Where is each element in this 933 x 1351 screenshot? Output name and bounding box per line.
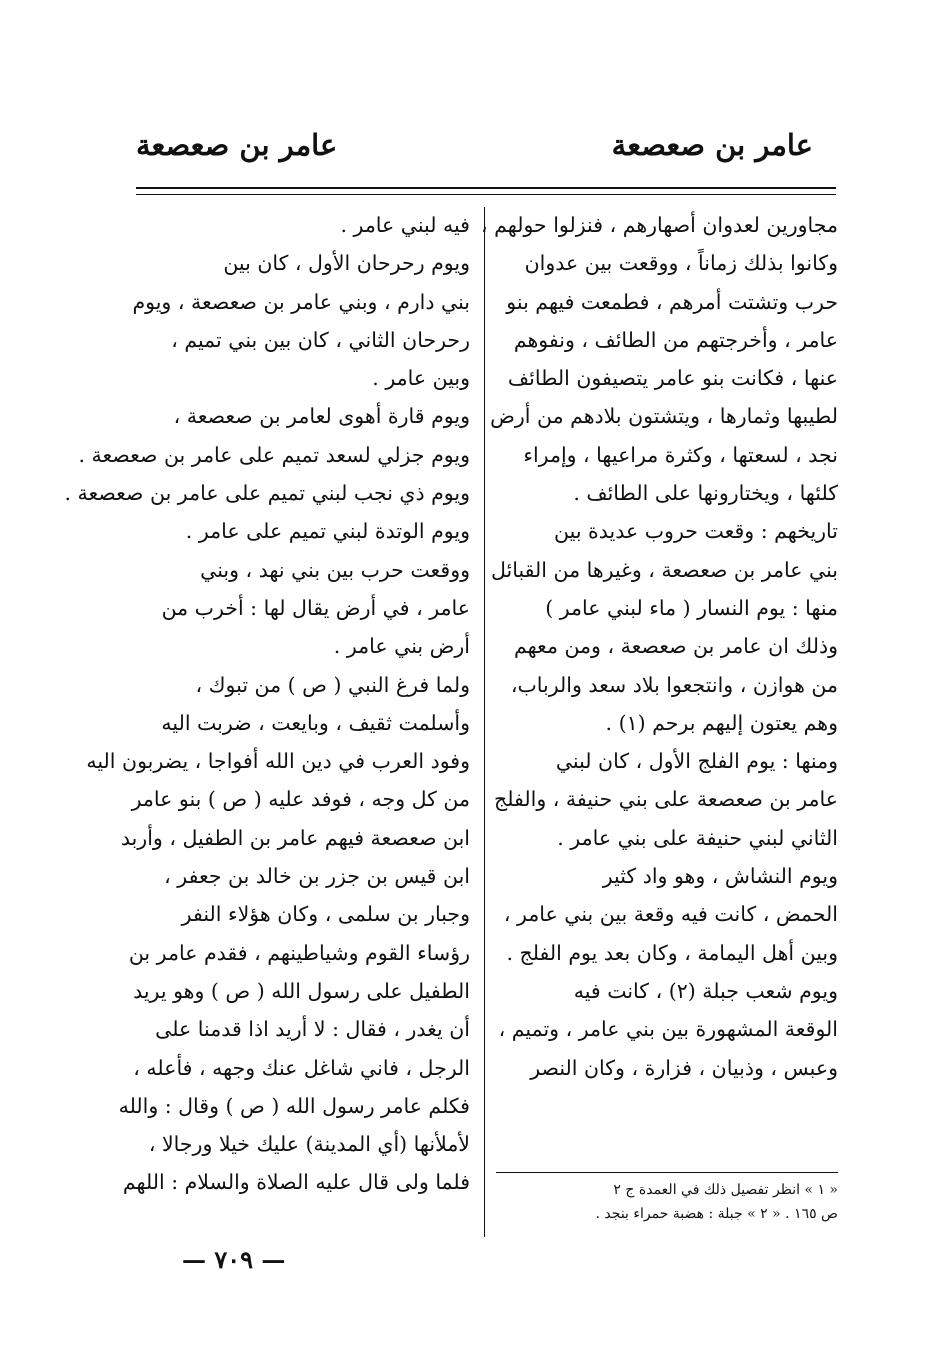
text-line: ويوم قارة أهوى لعامر بن صعصعة ، bbox=[173, 404, 470, 429]
footnotes bbox=[496, 1178, 838, 1226]
text-line: لطيبها وثمارها ، ويتشتون بلادهم من أرض bbox=[490, 404, 838, 429]
text-line: وعبس ، وذبيان ، فزارة ، وكان النصر bbox=[530, 1055, 838, 1080]
text-line: الطفيل على رسول الله ( ص ) وهو يريد bbox=[133, 978, 470, 1003]
text-line: حرب وتشتت أمرهم ، فطمعت فيهم بنو bbox=[506, 289, 838, 314]
text-line: كلئها ، ويختارونها على الطائف . bbox=[573, 481, 838, 506]
text-line: وأسلمت ثقيف ، وبايعت ، ضربت اليه bbox=[161, 710, 470, 735]
text-line: وجبار بن سلمى ، وكان هؤلاء النفر bbox=[181, 902, 470, 927]
text-line: وبين عامر . bbox=[372, 366, 470, 391]
column-divider bbox=[484, 207, 485, 1237]
text-line: الحمض ، كانت فيه وقعة بين بني عامر ، bbox=[503, 902, 838, 927]
header-rule-thick bbox=[136, 187, 836, 189]
text-line: ويوم الوتدة لبني تميم على عامر . bbox=[185, 519, 470, 544]
text-line: ولما فرغ النبي ( ص ) من تبوك ، bbox=[195, 672, 470, 697]
footnote-line: « ١ » انظر تفصيل ذلك في العمدة ج ٢ bbox=[613, 1182, 838, 1198]
left-column bbox=[64, 206, 470, 1202]
text-line: ومنها : يوم الفلج الأول ، كان لبني bbox=[555, 749, 838, 774]
page-number: — ٧٠٩ — bbox=[182, 1245, 286, 1274]
running-header-right: عامر بن صعصعة bbox=[611, 128, 813, 162]
text-line: فيه لبني عامر . bbox=[340, 213, 470, 237]
text-line: الوقعة المشهورة بين بني عامر ، وتميم ، bbox=[498, 1017, 838, 1042]
text-line: ويوم النشاش ، وهو واد كثير bbox=[602, 864, 838, 889]
text-line: منها : يوم النسار ( ماء لبني عامر ) bbox=[545, 595, 838, 620]
text-line: ويوم ذي نجب لبني تميم على عامر بن صعصعة . bbox=[64, 481, 470, 506]
text-line: عنها ، فكانت بنو عامر يتصيفون الطائف bbox=[507, 366, 838, 391]
text-line: الثاني لبني حنيفة على بني عامر . bbox=[557, 825, 838, 850]
footnote-line: ص ١٦٥ . « ٢ » جبلة : هضبة حمراء بنجد . bbox=[595, 1206, 838, 1222]
text-line: أرض بني عامر . bbox=[333, 634, 470, 659]
text-line: ويوم رحرحان الأول ، كان بين bbox=[223, 251, 470, 276]
text-line: عامر ، وأخرجتهم من الطائف ، ونفوهم bbox=[513, 327, 838, 352]
text-line: ووقعت حرب بين بني نهد ، وبني bbox=[200, 557, 470, 582]
text-line: ابن قيس بن جزر بن خالد بن جعفر ، bbox=[164, 864, 470, 889]
text-line: بني عامر بن صعصعة ، وغيرها من القبائل bbox=[491, 557, 838, 582]
text-line: أن يغدر ، فقال : لا أريد اذا قدمنا على bbox=[155, 1017, 470, 1042]
text-line: مجاورين لعدوان أصهارهم ، فنزلوا حولهم ، bbox=[480, 213, 838, 237]
text-line: وكانوا بذلك زماناً ، ووقعت بين عدوان bbox=[524, 251, 838, 276]
text-line: نجد ، لسعتها ، وكثرة مراعيها ، وإمراء bbox=[523, 442, 838, 467]
text-line: رحرحان الثاني ، كان بين بني تميم ، bbox=[171, 327, 470, 352]
text-line: وبين أهل اليمامة ، وكان بعد يوم الفلج . bbox=[506, 940, 838, 965]
running-header-left: عامر بن صعصعة bbox=[136, 128, 338, 162]
text-line: فكلم عامر رسول الله ( ص ) وقال : والله bbox=[118, 1093, 470, 1118]
text-line: الرجل ، فاني شاغل عنك وجهه ، فأعله ، bbox=[133, 1055, 470, 1080]
text-line: وذلك ان عامر بن صعصعة ، ومن معهم bbox=[513, 634, 838, 659]
text-line: فلما ولى قال عليه الصلاة والسلام : اللهم bbox=[122, 1170, 470, 1195]
text-line: ويوم شعب جبلة (٢) ، كانت فيه bbox=[573, 978, 838, 1003]
text-line: عامر بن صعصعة على بني حنيفة ، والفلج bbox=[494, 787, 838, 812]
text-line: وفود العرب في دين الله أفواجا ، يضربون اليه bbox=[86, 749, 470, 774]
footnote-rule bbox=[496, 1172, 838, 1173]
text-line: ابن صعصعة فيهم عامر بن الطفيل ، وأربد bbox=[120, 825, 470, 850]
text-line: من هوازن ، وانتجعوا بلاد سعد والرباب، bbox=[510, 672, 838, 697]
header-rule-thin bbox=[136, 194, 836, 195]
text-line: تاريخهم : وقعت حروب عديدة بين bbox=[554, 519, 838, 544]
text-line: من كل وجه ، فوفد عليه ( ص ) بنو عامر bbox=[131, 787, 470, 812]
text-line: بني دارم ، وبني عامر بن صعصعة ، ويوم bbox=[132, 289, 470, 314]
text-line: لأملأنها (أي المدينة) عليك خيلا ورجالا ، bbox=[148, 1132, 470, 1157]
text-line: ويوم جزلي لسعد تميم على عامر بن صعصعة . bbox=[78, 442, 470, 467]
text-line: وهم يعتون إليهم برحم (١) . bbox=[605, 710, 838, 735]
text-line: عامر ، في أرض يقال لها : أخرب من bbox=[161, 595, 470, 620]
right-column bbox=[480, 206, 838, 1087]
text-line: رؤساء القوم وشياطينهم ، فقدم عامر بن bbox=[128, 940, 470, 965]
